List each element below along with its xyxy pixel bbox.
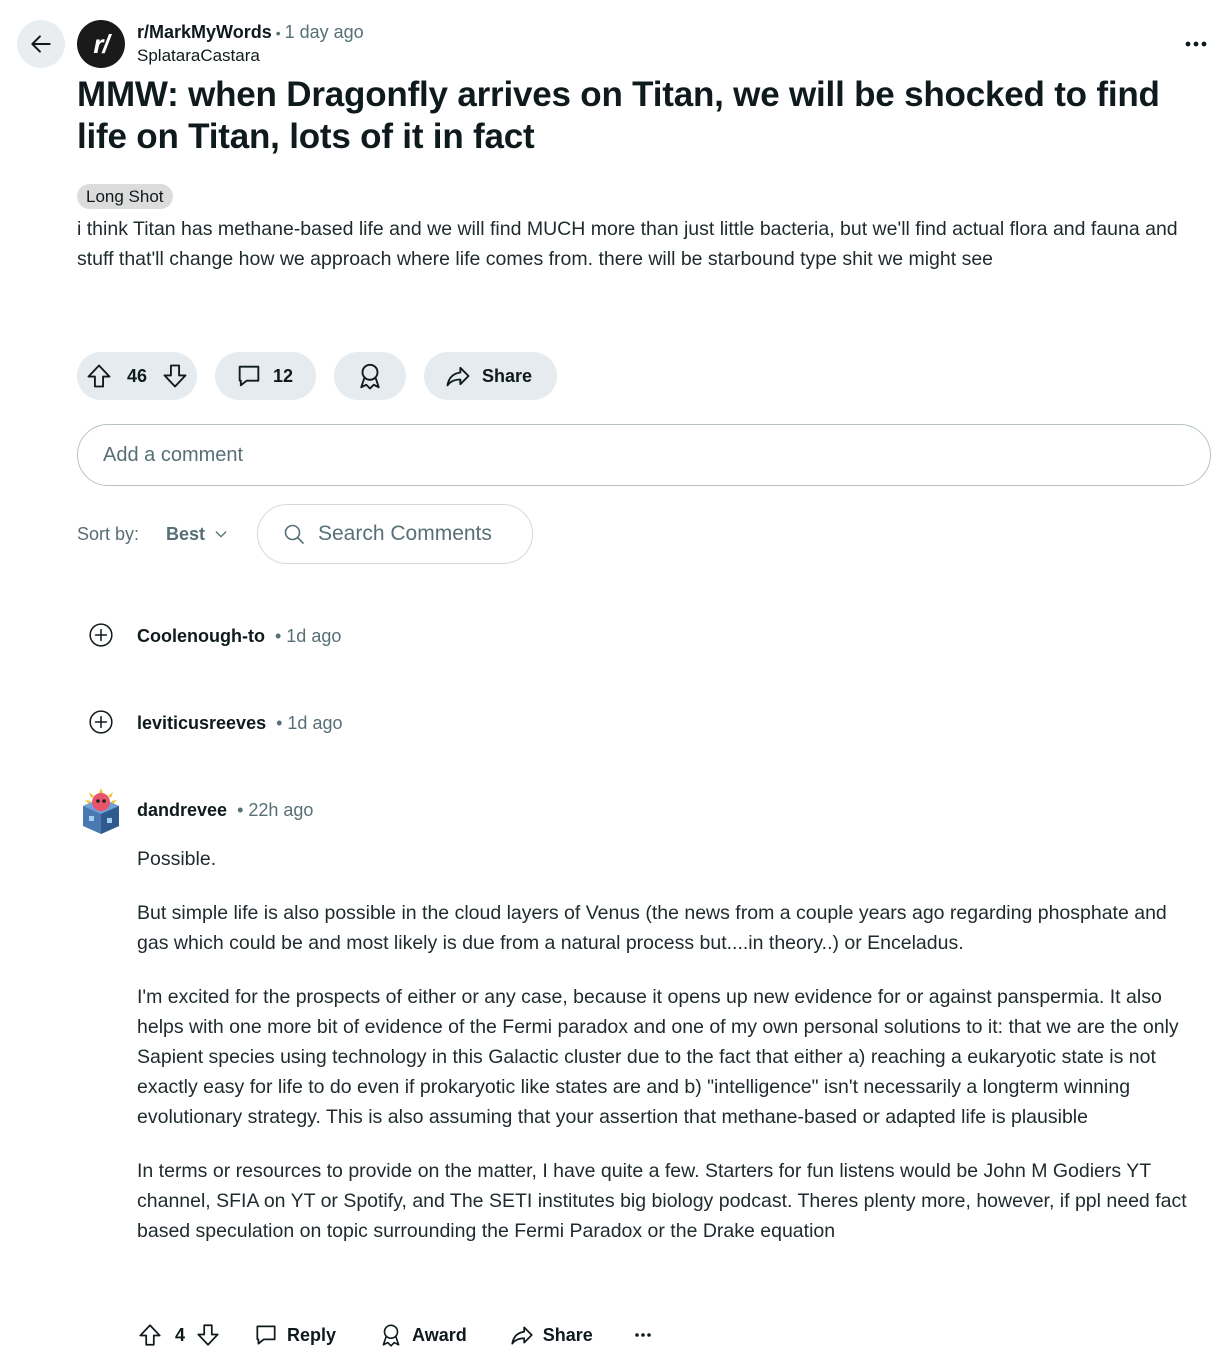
comment-paragraph: I'm excited for the prospects of either or any case, because it opens up new evidence for or against panspermia. It also helps with one more bit of evidence of the Fermi paradox and one of my own personal solutions to it: that we are the only Sapient species using technology in this Galactic cluster due to the fact that either a) reaching a eukaryotic state is not exactly easy for life to do even if prokaryotic like states are and b) "intelligence" isn't necessarily a longterm winning evolutionary strategy. This is also assuming that your assertion that methane-based or adapted life is plausible — [137, 986, 1179, 1128]
search-comments-input[interactable] — [318, 522, 508, 546]
expand-plus-icon — [88, 709, 114, 735]
sort-dropdown[interactable] — [166, 522, 229, 546]
downvote-button[interactable] — [161, 362, 189, 390]
separator-dot: • — [232, 800, 249, 820]
comment-paragraph: Possible. — [137, 848, 217, 870]
more-options-button[interactable] — [1180, 28, 1212, 60]
comment-more-button[interactable] — [635, 1332, 651, 1338]
post-body: i think Titan has methane-based life and we will find MUCH more than just little bacteria, but we'll find actual flora and fauna and stuff that'll change how we approach where life comes from. there will be starbound type shit we might see — [77, 218, 1178, 270]
vote-pill — [77, 352, 197, 400]
comment-header — [137, 799, 313, 821]
comment-icon — [253, 1322, 279, 1348]
search-comments-box[interactable] — [257, 504, 533, 564]
sort-label: Sort by: — [77, 524, 140, 544]
upvote-button[interactable] — [85, 362, 113, 390]
expand-comment-button[interactable] — [88, 622, 114, 648]
comment-time: 22h ago — [248, 800, 314, 820]
sort-value: Best — [166, 524, 206, 544]
comment-body — [137, 844, 1197, 1270]
post-time: 1 day ago — [284, 22, 364, 42]
comment-upvote-button[interactable] — [137, 1322, 163, 1348]
downvote-icon — [195, 1322, 221, 1348]
comment-collapsed — [88, 622, 114, 648]
add-comment-box[interactable] — [77, 424, 1211, 486]
separator-dot: • — [271, 713, 288, 733]
subreddit-avatar-text: r/ — [93, 28, 109, 59]
comment-username[interactable]: leviticusreeves — [137, 713, 267, 733]
post-actions — [77, 352, 557, 400]
award-label: Award — [412, 1324, 467, 1345]
comment-header — [137, 625, 341, 647]
comment-award-button[interactable] — [378, 1322, 467, 1348]
comment-collapsed — [88, 709, 114, 735]
subreddit-avatar[interactable] — [77, 20, 125, 68]
separator-dot: • — [275, 25, 281, 41]
more-icon — [1185, 41, 1207, 47]
post-author[interactable]: SplataraCastara — [137, 46, 260, 65]
comment-vote-count: 4 — [175, 1324, 186, 1345]
award-button[interactable] — [334, 352, 406, 400]
upvote-icon — [137, 1322, 163, 1348]
reply-label: Reply — [287, 1324, 337, 1345]
post-meta — [137, 21, 364, 44]
comment-share-label: Share — [542, 1324, 593, 1345]
subreddit-name[interactable]: r/MarkMyWords — [137, 22, 272, 42]
share-icon — [444, 362, 472, 390]
comment-downvote-button[interactable] — [195, 1322, 221, 1348]
comment-header — [137, 712, 342, 734]
share-label: Share — [482, 365, 533, 386]
back-arrow-icon — [28, 31, 54, 57]
comment-actions — [137, 1318, 651, 1352]
chevron-down-icon — [213, 526, 229, 542]
comment-count: 12 — [273, 365, 294, 386]
expand-comment-button[interactable] — [88, 709, 114, 735]
comment-username[interactable]: dandrevee — [137, 800, 228, 820]
upvote-icon — [85, 362, 113, 390]
avatar-icon — [79, 784, 123, 834]
add-comment-input[interactable] — [103, 444, 1185, 467]
back-button[interactable] — [17, 20, 65, 68]
comment-time: 1d ago — [286, 626, 342, 646]
more-icon — [635, 1332, 651, 1338]
comment-paragraph: In terms or resources to provide on the matter, I have quite a few. Starters for fun listens would be John M Godiers YT channel, SFIA on YT or Spotify, and The SETI institutes big biology podcast. Theres plenty more, however, if ppl need fact based speculation on topic surrounding the Fermi Paradox or the Drake equation — [137, 1160, 1187, 1242]
share-icon — [509, 1322, 535, 1348]
expand-plus-icon — [88, 622, 114, 648]
post-flair[interactable]: Long Shot — [77, 184, 173, 209]
search-icon — [282, 521, 306, 547]
vote-count: 46 — [126, 365, 148, 386]
reply-button[interactable] — [253, 1322, 336, 1348]
comment-icon — [235, 362, 263, 390]
share-button[interactable] — [424, 352, 557, 400]
award-icon — [355, 361, 385, 391]
comment-time: 1d ago — [287, 713, 343, 733]
comment-paragraph: But simple life is also possible in the cloud layers of Venus (the news from a couple years ago regarding phosphate and gas which could be and most likely is due from a natural process but....in theory..) or Enceladus. — [137, 902, 1167, 954]
comment-share-button[interactable] — [509, 1322, 593, 1348]
downvote-icon — [161, 362, 189, 390]
comments-button[interactable] — [215, 352, 316, 400]
separator-dot: • — [269, 626, 287, 646]
comment-avatar[interactable] — [79, 784, 123, 834]
comment-username[interactable]: Coolenough-to — [137, 626, 265, 646]
post-title: MMW: when Dragonfly arrives on Titan, we will be shocked to find life on Titan, lots of it in fact — [77, 75, 1160, 156]
award-icon — [378, 1322, 404, 1348]
